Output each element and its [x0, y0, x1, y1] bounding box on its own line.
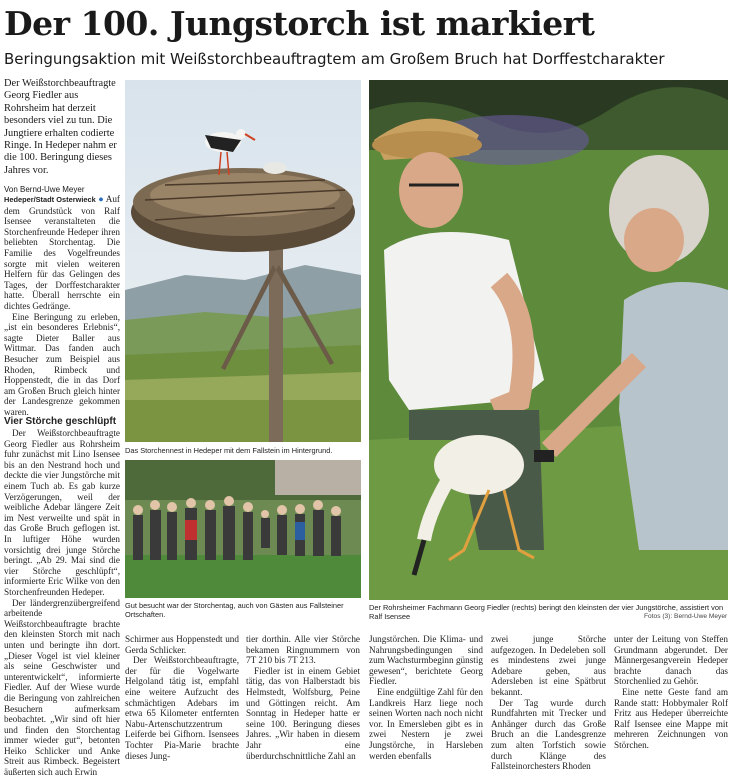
intro-lead: Der Weißstorchbeauftragte Georg Fiedler aus Rohrsheim hat derzeit besonders viel zu tun. Die Jungtiere erhalten codierte Ringe. In Hedeper nahm er die 100. Beringung dieses Jahres vor.	[4, 78, 117, 176]
intro-text	[4, 78, 120, 195]
photo-ringing	[369, 80, 728, 600]
paragraph: Eine nette Geste fand am Rande statt: Hobbymaler Rolf Fritz aus Hedeper überreichte Ralf Isensee eine Mappe mit mehreren Zeichnungen von Störchen.	[614, 686, 728, 750]
column-3	[246, 634, 360, 761]
ringing-illustration	[369, 80, 728, 600]
paragraph: Der Weißstorchbeauftragte, der für die Vogelwarte Helgoland tätig ist, empfahl eine weitere Aufzucht des schmächtigen Adebars im etwa 65 Kilometer entfernten Nabu-Artenschutzzentrum Leiferde bei Gifhorn. Isensees Tochter Pia-Marie brachte dieses Jung-	[125, 655, 239, 761]
paragraph: Eine Beringung zu erleben, „ist ein besonderes Erlebnis“, sagte Dieter Baller aus Wittmar. Das fanden auch Besucher zum Beispiel aus Rhoden, Rimbeck und Hoppenstedt, die in das Dorf am Großen Bruch gleich hinter der Landesgrenze gekommen waren.	[4, 311, 120, 417]
paragraph: tier dorthin. Alle vier Störche bekamen Ringnummern von 7T 210 bis 7T 213.	[246, 634, 360, 666]
photo-crowd	[125, 460, 361, 598]
paragraph	[4, 194, 120, 312]
caption-stork-nest: Das Storchennest in Hedeper mit dem Fallstein im Hintergrund.	[125, 446, 333, 455]
photo-credit: Fotos (3): Bernd-Uwe Meyer	[644, 613, 728, 620]
column-4	[369, 634, 483, 761]
column-5	[491, 634, 606, 772]
dateline: Hedeper/Stadt Osterwieck	[4, 195, 96, 204]
paragraph: Jungstörchen. Die Klima- und Nahrungsbedingungen sind zum Wachsturmbeginn günstig gewesen“, berichtete Georg Fiedler.	[369, 634, 483, 687]
bullet-dot-icon: ●	[98, 194, 104, 204]
paragraph: Fiedler ist in einem Gebiet tätig, das von Halberstadt bis Helmstedt, Wolfsburg, Peine und Göttingen reicht. Am Sonntag in Hedeper hatte er seine 100. Beringung dieses Jahres. „Wir haben in diesem Jahr eine überdurchschnittliche Zahl an	[246, 665, 360, 761]
subheadline: Beringungsaktion mit Weißstorchbeauftragtem am Großem Bruch hat Dorffestcharakter	[4, 50, 665, 68]
author: Von Bernd-Uwe Meyer	[4, 185, 85, 195]
crowd-illustration	[125, 460, 361, 598]
photo-stork-nest	[125, 80, 361, 442]
caption-crowd: Gut besucht war der Storchentag, auch von Gästen aus Fallsteiner Ortschaften.	[125, 601, 344, 619]
paragraph: Schirmer aus Hoppenstedt und Gerda Schlicker.	[125, 634, 239, 655]
paragraph: Der Tag wurde durch Rundfahrten mit Trecker und Anhänger durch das Große Bruch an die Landesgrenze zum alten Torfstich sowie durch Klänge des Fallsteinorchesters Rhoden	[491, 697, 606, 772]
paragraph: Der Weißstorchbeauftragte Georg Fiedler aus Rohrsheim fuhr zunächst mit Lino Isensee bis an den Nestrand hoch und deckte die vier Jungstörche mit einem Tuch ab. Es gab kurze Verzögerungen, weil der weibliche Adebar längere Zeit im Nest verweilte und spät in das Große Bruch geflogen ist. In luftiger Höhe wurden vorsichtig drei junge Störche beringt. „Ab 29. Mai sind die vier Störche geschlüpft“, informierte Eric Wilke von den Storchenfreunden Hedeper.	[4, 428, 120, 597]
paragraph: unter der Leitung von Steffen Grundmann abgerundet. Der Männergesangverein Hedeper brachte danach das Storchenlied zu Gehör.	[614, 634, 728, 687]
paragraph: Eine endgültige Zahl für den Landkreis Harz liege noch seinen Worten nach noch nicht vor. In Emersleben gibt es in zwei Nestern je zwei Jungstörche, in Harsleben werden ebenfalls	[369, 686, 483, 761]
paragraph: Der ländergrenzübergreifend arbeitende Weißstorchbeauftragte brachte den kleinsten Storch mit nach unten und beringte ihn dort. „Dieser Vogel ist viel kleiner als seine Geschwister und unterentwickelt“, informierte Fiedler. Auf der Wiese wurde die Beringung von zahlreichen Besuchern aufmerksam beobachtet. „Wir sind oft hier und finden den Storchentag immer wieder gut“, betonten Heiko Schlicker und Anke Streit aus Rimbeck. Begeistert äußerten sich auch Erwin	[4, 597, 120, 778]
caption-ringing: Der Rohrsheimer Fachmann Georg Fiedler (rechts) beringt den kleinsten der vier Jungstörche, assistiert von Ralf Isensee	[369, 603, 724, 621]
column-2	[125, 634, 239, 761]
paragraph-text: Auf dem Grundstück von Ralf Isensee veranstalteten die Storchenfreunde Hedeper ihren beliebten Storchentag. Die Familie des Vogelfreundes sorgte mit vielen weiteren Helfern für das Gelingen des Tages, der Dorffestcharakter hatte. Überall herrschte ein dichtes Gedränge.	[4, 194, 120, 311]
stork-nest-illustration	[125, 80, 361, 442]
paragraph: zwei junge Störche aufgezogen. In Dedeleben soll es mindestens zwei junge Adebare geben, aus Adersleben ist eine Spätbrut bekannt.	[491, 634, 606, 697]
column-1	[4, 194, 120, 778]
headline: Der 100. Jungstorch ist markiert	[4, 4, 595, 43]
column-6	[614, 634, 728, 751]
section-heading: Vier Störche geschlüpft	[4, 416, 117, 428]
